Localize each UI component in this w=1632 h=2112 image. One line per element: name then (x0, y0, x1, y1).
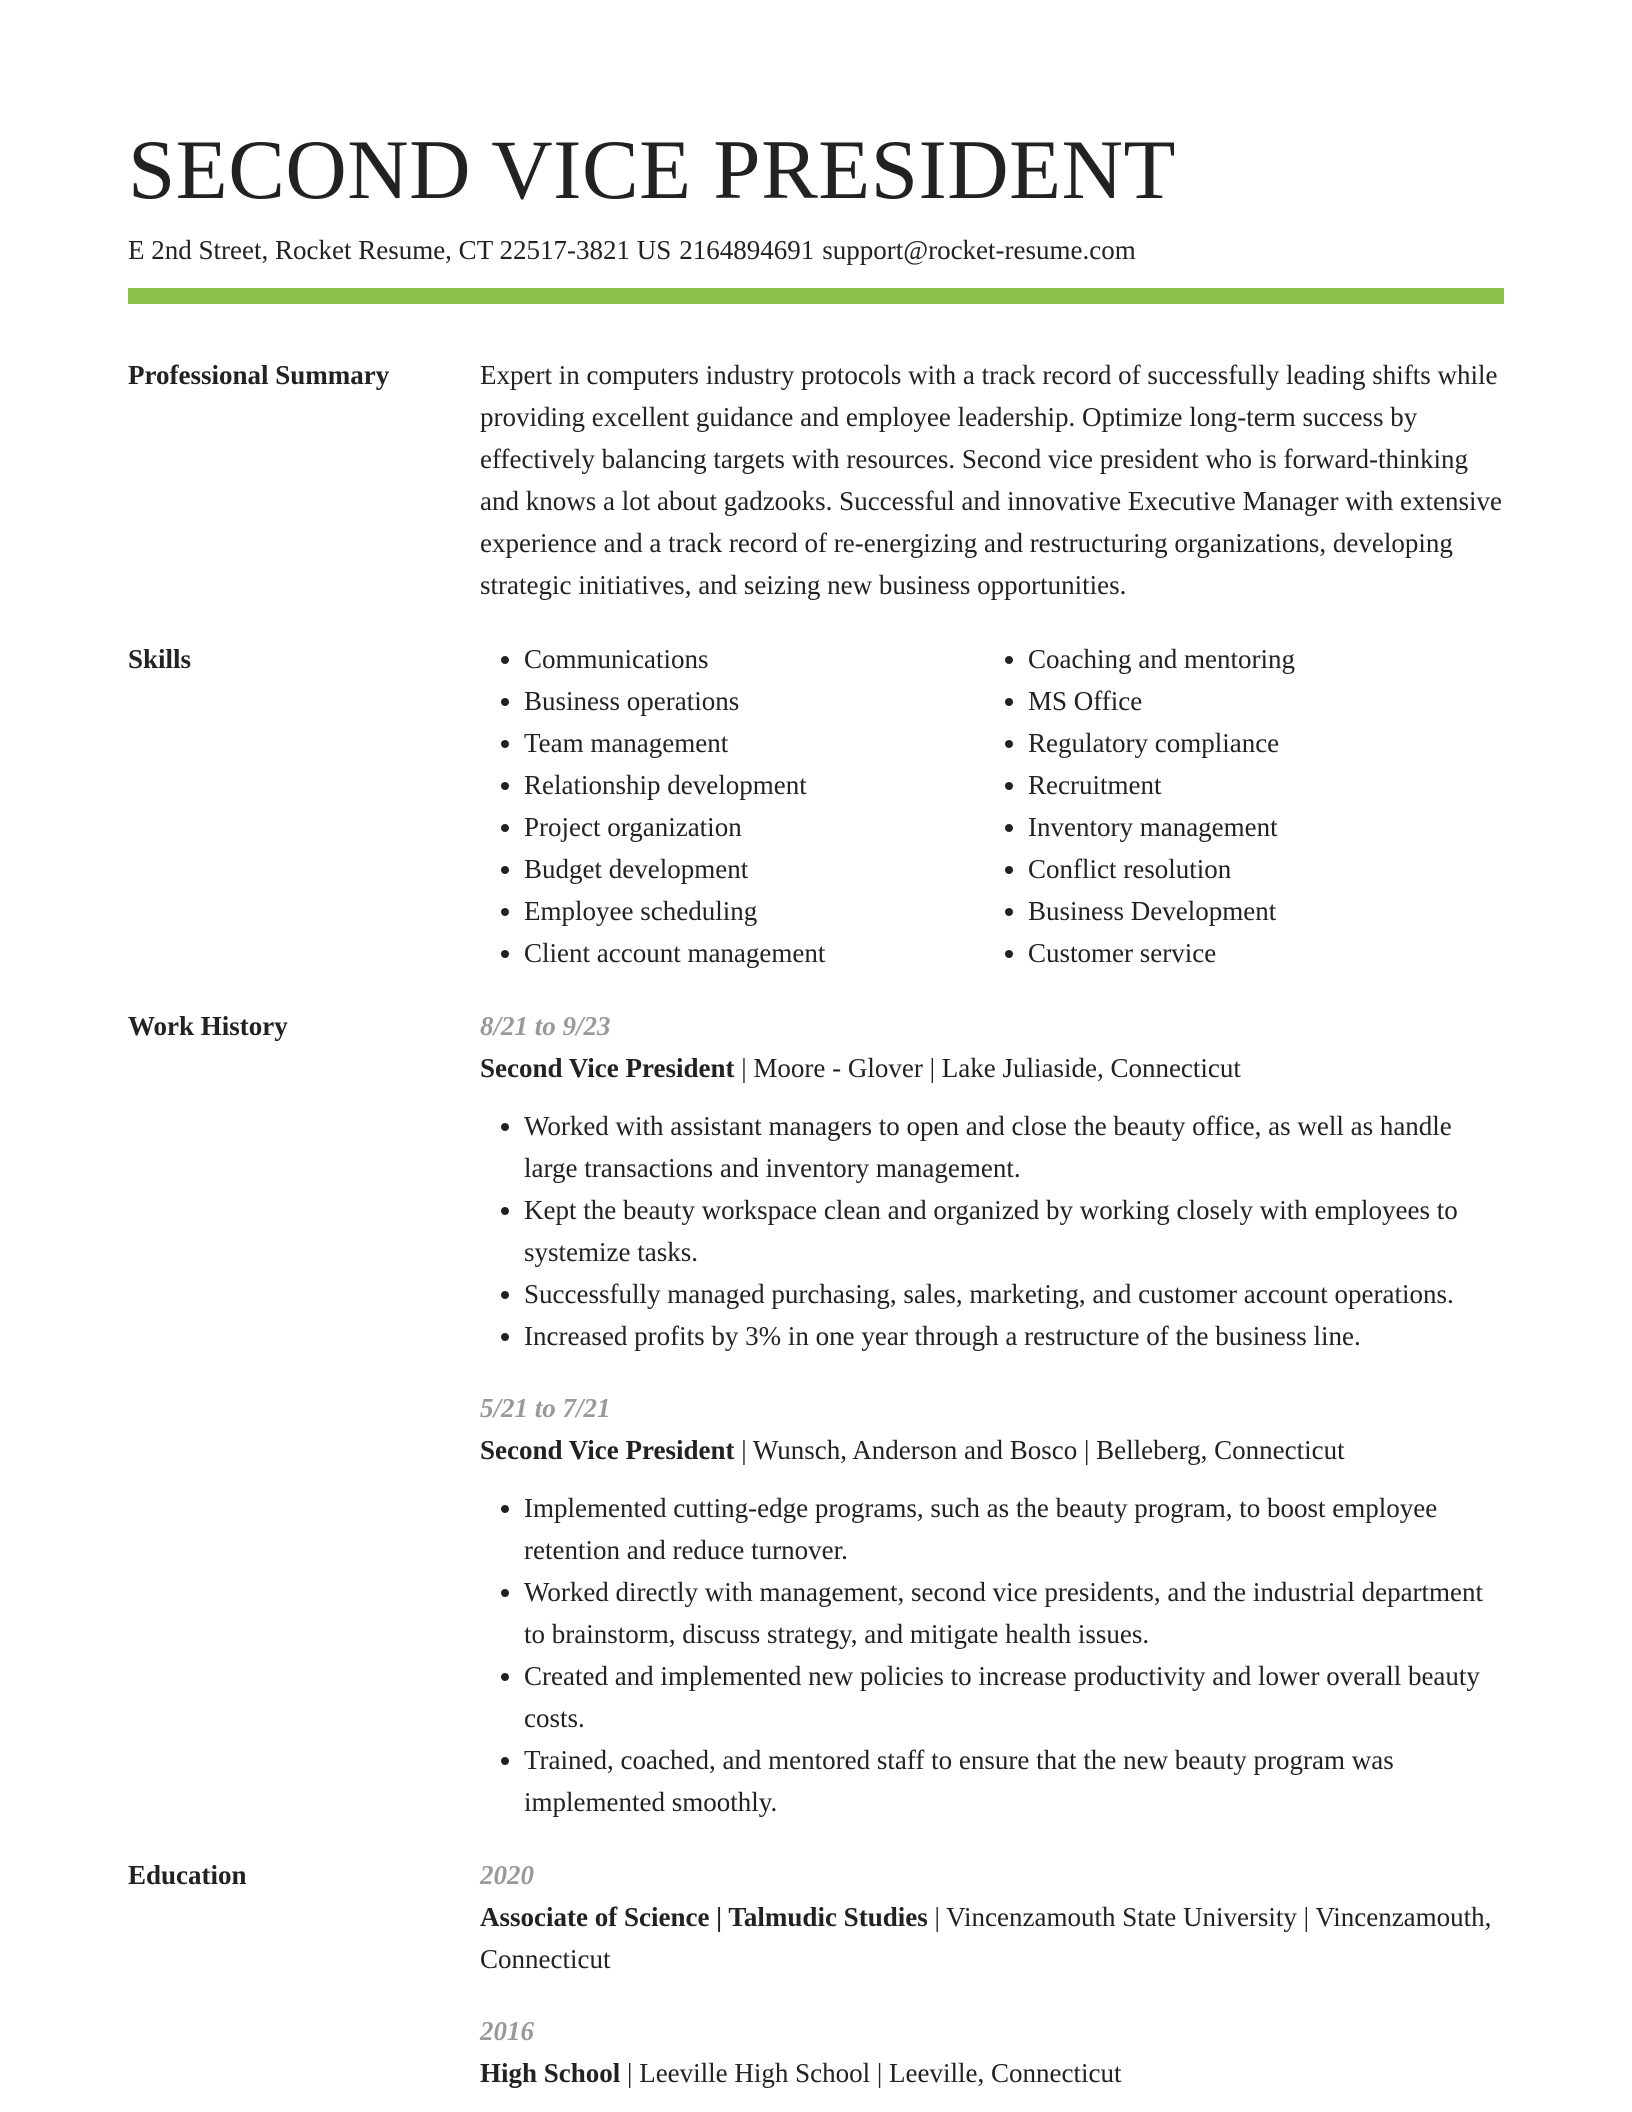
skills-body (480, 638, 1504, 974)
job-role-line (480, 1429, 1504, 1471)
skill-item: • Team management (524, 722, 984, 764)
skills-list-left (480, 638, 984, 974)
skill-item: • Conflict resolution (1028, 848, 1488, 890)
job-bullet: • Kept the beauty workspace clean and organized by working closely with employees to systemize tasks. (524, 1189, 1504, 1273)
work-history-section (128, 1005, 1504, 1823)
header-divider (128, 288, 1504, 304)
education-line (480, 2052, 1504, 2094)
education-entry (480, 2010, 1504, 2094)
education-section (128, 1854, 1504, 2094)
skills-heading: Skills (128, 644, 192, 674)
skill-item: • Client account management (524, 932, 984, 974)
job-bullet: • Successfully managed purchasing, sales, marketing, and customer account operations. (524, 1273, 1504, 1315)
job-details: | Wunsch, Anderson and Bosco | Belleberg, Connecticut (734, 1435, 1345, 1465)
education-degree: High School (480, 2058, 621, 2088)
education-entry (480, 1854, 1504, 1980)
resume-page (128, 0, 1504, 2094)
job-details: | Moore - Glover | Lake Juliaside, Connecticut (734, 1053, 1241, 1083)
job-dates: 8/21 to 9/23 (480, 1011, 611, 1041)
job-entry (480, 1005, 1504, 1357)
skill-item: • Inventory management (1028, 806, 1488, 848)
work-history-body (480, 1005, 1504, 1823)
education-details: | Vincenzamouth State University | Vincenzamouth, Connecticut (480, 1902, 1492, 1974)
summary-text: Expert in computers industry protocols with a track record of successfully leading shifts while providing excellent guidance and employee leadership. Optimize long-term success by effectively balancing targets with resources. Second vice president who is forward-thinking and knows a lot about gadzooks. Successful and innovative Executive Manager with extensive experience and a track record of re-energizing and restructuring organizations, developing strategic initiatives, and seizing new business opportunities. (480, 360, 1502, 600)
skill-item: • Customer service (1028, 932, 1488, 974)
skill-item: • Business operations (524, 680, 984, 722)
job-entry (480, 1387, 1504, 1823)
skills-columns (480, 638, 1504, 974)
skill-item: • Project organization (524, 806, 984, 848)
job-bullet: • Increased profits by 3% in one year through a restructure of the business line. (524, 1315, 1504, 1357)
skill-item: • Recruitment (1028, 764, 1488, 806)
job-bullet: • Worked with assistant managers to open and close the beauty office, as well as handle large transactions and inventory management. (524, 1105, 1504, 1189)
job-bullets (480, 1487, 1504, 1823)
skills-list-right (984, 638, 1488, 974)
job-title: Second Vice President (480, 1053, 735, 1083)
skill-item: • Regulatory compliance (1028, 722, 1488, 764)
skill-item: • Employee scheduling (524, 890, 984, 932)
education-body (480, 1854, 1504, 2094)
summary-section (128, 354, 1504, 606)
job-bullet: • Created and implemented new policies to increase productivity and lower overall beauty costs. (524, 1655, 1504, 1739)
job-dates: 5/21 to 7/21 (480, 1393, 611, 1423)
job-bullet: • Worked directly with management, second vice presidents, and the industrial department to brainstorm, discuss strategy, and mitigate health issues. (524, 1571, 1504, 1655)
contact-phone: 2164894691 (679, 235, 815, 265)
skill-item: • Relationship development (524, 764, 984, 806)
contact-line (128, 232, 1504, 268)
job-role-line (480, 1047, 1504, 1089)
education-heading: Education (128, 1860, 247, 1890)
skill-item: • Coaching and mentoring (1028, 638, 1488, 680)
summary-heading: Professional Summary (128, 360, 390, 390)
work-history-heading: Work History (128, 1011, 288, 1041)
job-bullets (480, 1105, 1504, 1357)
skill-item: • Business Development (1028, 890, 1488, 932)
job-bullet: • Implemented cutting-edge programs, such as the beauty program, to boost employee retention and reduce turnover. (524, 1487, 1504, 1571)
job-bullet: • Trained, coached, and mentored staff to ensure that the new beauty program was implemented smoothly. (524, 1739, 1504, 1823)
job-title: Second Vice President (480, 1435, 735, 1465)
contact-address: E 2nd Street, Rocket Resume, CT 22517-3821 US (128, 235, 672, 265)
contact-email: support@rocket-resume.com (822, 235, 1136, 265)
education-line (480, 1896, 1504, 1980)
skill-item: • MS Office (1028, 680, 1488, 722)
skills-section (128, 638, 1504, 974)
education-year: 2016 (480, 2016, 534, 2046)
resume-name: SECOND VICE PRESIDENT (128, 123, 1176, 217)
skill-item: • Budget development (524, 848, 984, 890)
education-year: 2020 (480, 1860, 534, 1890)
education-degree: Associate of Science | Talmudic Studies (480, 1902, 928, 1932)
education-details: | Leeville High School | Leeville, Connecticut (620, 2058, 1122, 2088)
skill-item: • Communications (524, 638, 984, 680)
